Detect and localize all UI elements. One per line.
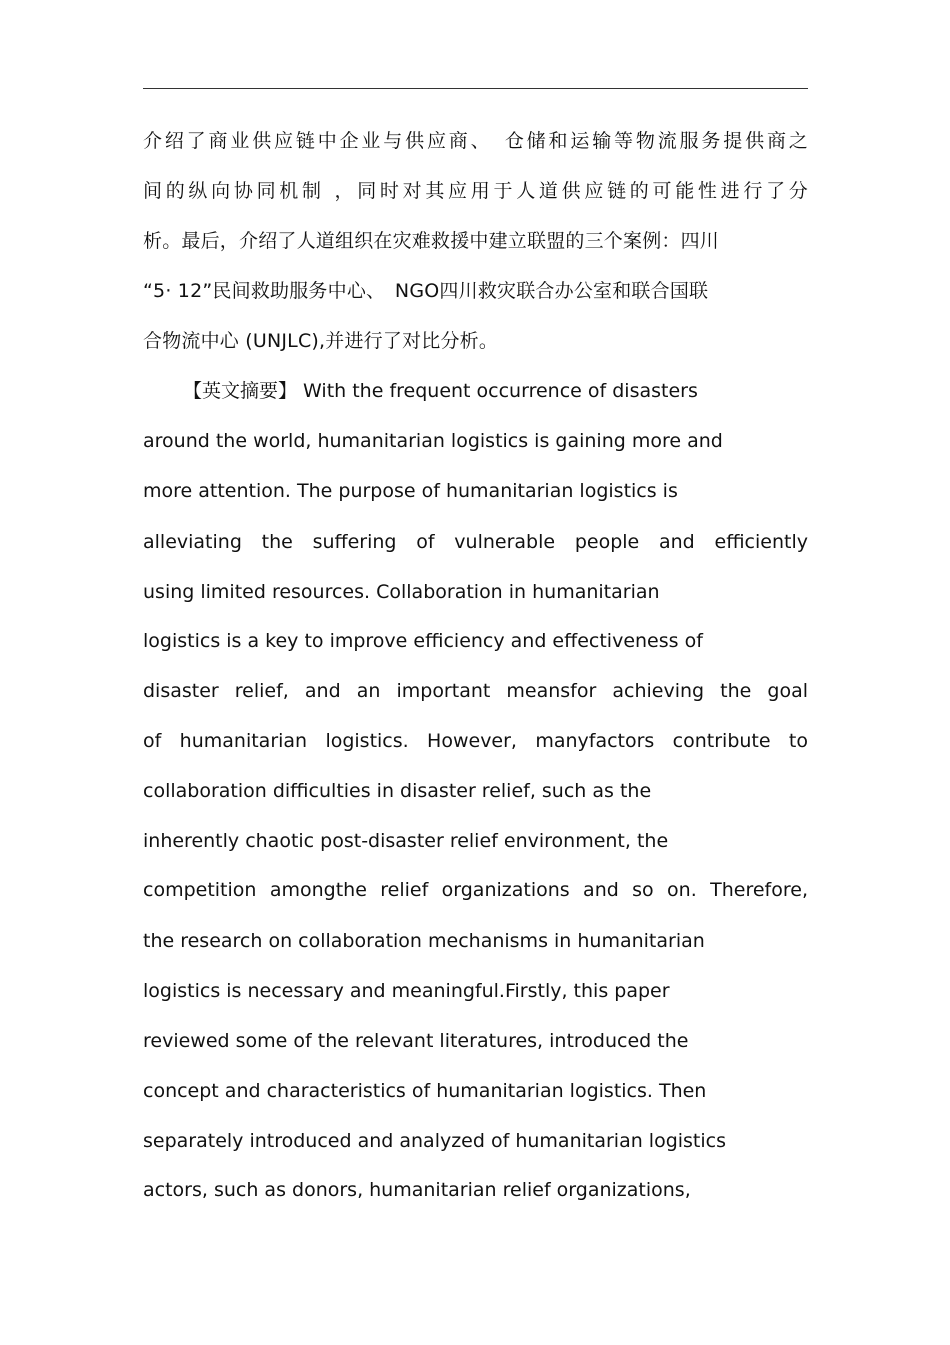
text-line-19: reviewed some of the relevant literatures, introduced the <box>143 1030 689 1052</box>
text-line-11: logistics is a key to improve efficiency and effectiveness of <box>143 630 703 652</box>
text-line-14: collaboration difficulties in disaster relief, such as the <box>143 780 652 802</box>
text-line-15: inherently chaotic post-disaster relief environment, the <box>143 830 669 852</box>
text-line-13: of humanitarian logistics. However, manyfactors contribute to <box>143 730 808 752</box>
text-line-4: “5· 12”民间救助服务中心、 NGO四川救灾联合办公室和联合国联 <box>143 280 709 302</box>
text-line-2: 间的纵向协同机制 ，同时对其应用于人道供应链的可能性进行了分 <box>143 180 808 202</box>
text-line-22: actors, such as donors, humanitarian relief organizations, <box>143 1179 691 1201</box>
text-line-20: concept and characteristics of humanitarian logistics. Then <box>143 1080 707 1102</box>
text-line-9: alleviating the suffering of vulnerable people and efficiently <box>143 531 808 553</box>
text-line-7: around the world, humanitarian logistics is gaining more and <box>143 430 723 452</box>
text-line-18: logistics is necessary and meaningful.Firstly, this paper <box>143 980 670 1002</box>
text-line-5: 合物流中心 (UNJLC),并进行了对比分析。 <box>143 330 499 352</box>
text-line-1: 介绍了商业供应链中企业与供应商、 仓储和运输等物流服务提供商之 <box>143 130 808 152</box>
text-line-12: disaster relief, and an important meansfor achieving the goal <box>143 680 808 702</box>
text-line-10: using limited resources. Collaboration in humanitarian <box>143 581 660 603</box>
text-line-16: competition amongthe relief organizations and so on. Therefore, <box>143 879 808 901</box>
text-line-21: separately introduced and analyzed of humanitarian logistics <box>143 1130 727 1152</box>
text-line-3: 析。最后，介绍了人道组织在灾难救援中建立联盟的三个案例：四川 <box>143 230 720 252</box>
english-abstract-start: 【英文摘要】 With the frequent occurrence of disasters <box>183 380 698 402</box>
header-rule <box>143 88 808 89</box>
text-line-8: more attention. The purpose of humanitarian logistics is <box>143 480 678 502</box>
text-line-17: the research on collaboration mechanisms in humanitarian <box>143 930 705 952</box>
